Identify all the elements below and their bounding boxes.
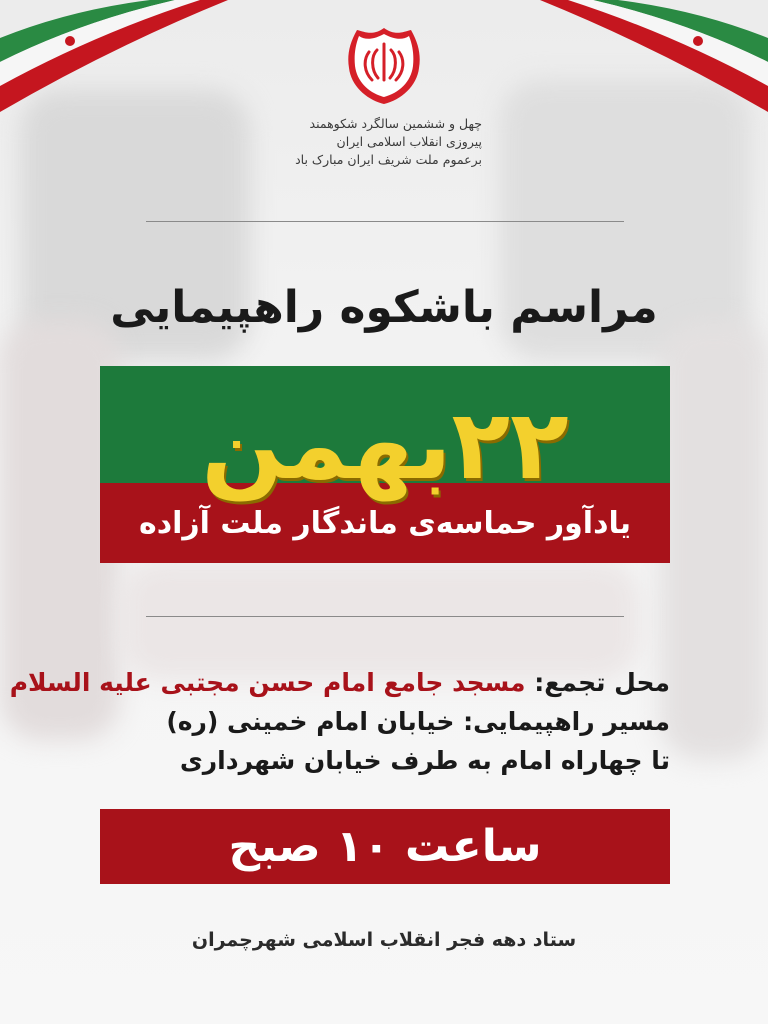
banner-date: ۲۲بهمن bbox=[201, 389, 569, 501]
banner-subtitle: یادآور حماسه‌ی ماندگار ملت آزاده bbox=[138, 506, 632, 541]
date-banner bbox=[100, 366, 670, 563]
time-badge: ساعت ۱۰ صبح bbox=[100, 809, 670, 884]
divider-middle bbox=[146, 616, 624, 617]
route-line-2: تا چهاراه امام به طرف خیابان شهرداری bbox=[179, 746, 670, 775]
header-line-2: پیروزی انقلاب اسلامی ایران bbox=[336, 134, 482, 149]
header-line-1: چهل و ششمین سالگرد شکوهمند bbox=[309, 116, 482, 131]
flag-ribbon-right bbox=[538, 0, 768, 130]
gathering-value: مسجد جامع امام حسن مجتبی علیه السلام bbox=[9, 668, 526, 697]
route-line-1: مسیر راهپیمایی: خیابان امام خمینی (ره) bbox=[166, 707, 670, 736]
flag-ribbon-left bbox=[0, 0, 230, 130]
header-line-3: برعموم ملت شریف ایران مبارک باد bbox=[295, 152, 482, 167]
gathering-label: محل تجمع: bbox=[534, 668, 670, 697]
organizer-footer: ستاد دهه فجر انقلاب اسلامی شهرچمران bbox=[191, 929, 577, 951]
iran-emblem-icon bbox=[343, 26, 425, 106]
gathering-location bbox=[9, 668, 670, 697]
page-title: مراسم باشکوه راهپیمایی bbox=[110, 282, 658, 333]
divider-top bbox=[146, 221, 624, 222]
